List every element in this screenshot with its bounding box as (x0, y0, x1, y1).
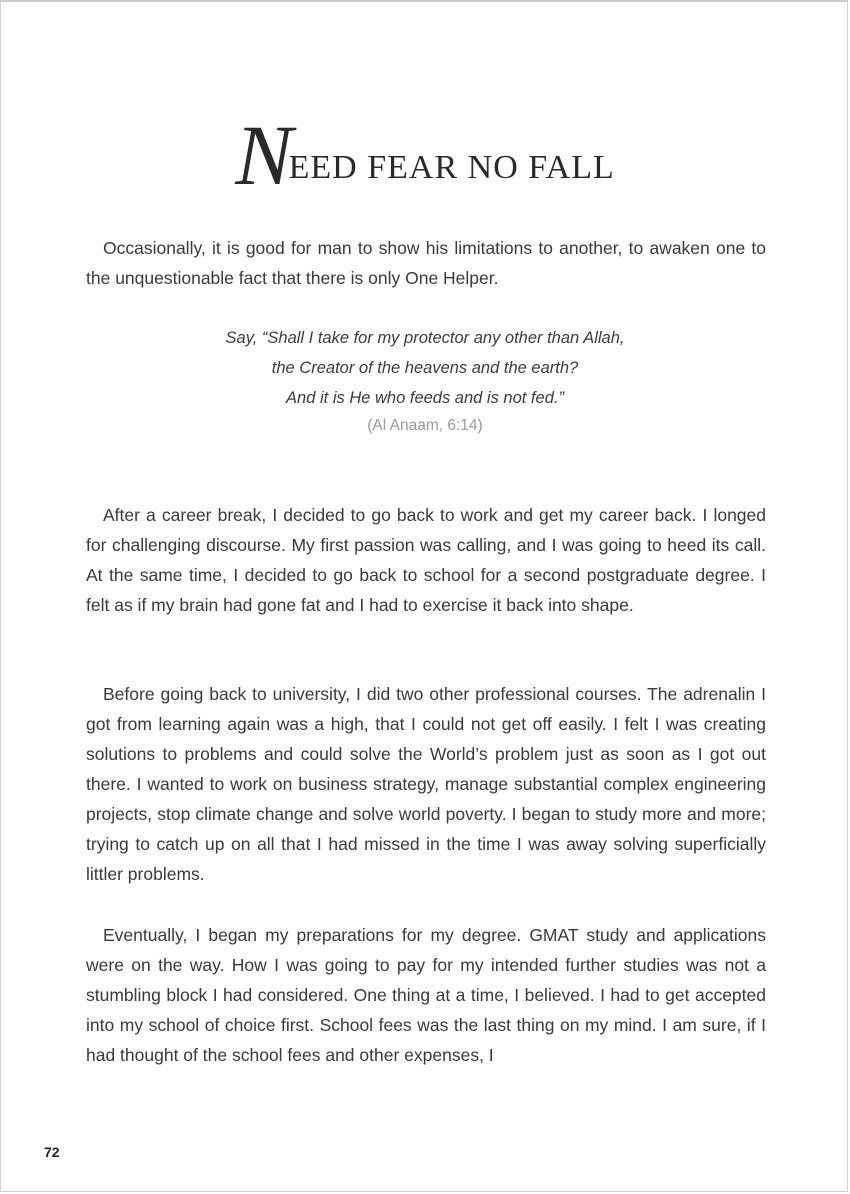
title-drop-initial: N (235, 107, 289, 203)
paragraph-intro: Occasionally, it is good for man to show his limitations to another, to awaken one to the unquestionable fact that there is only One Helper. (86, 238, 766, 288)
paragraph-preparations: Eventually, I began my preparations for my degree. GMAT study and applications were on the way. How I was going to pay for my intended further studies was not a stumbling block I had considered. One thing at a time, I believed. I had to get accepted into my school of choice first. School fees was the last thing on my mind. I am sure, if I had thought of the school fees and other expenses, I (86, 925, 766, 1065)
paragraph-career-break: After a career break, I decided to go back to work and get my career back. I longed for challenging discourse. My first passion was calling, and I was going to heed its call. At the same time, I decided to go back to school for a second postgraduate degree. I felt as if my brain had gone fat and I had to exercise it back into shape. (86, 505, 766, 615)
paragraph-university: Before going back to university, I did two other professional courses. The adrenalin I got from learning again was a high, that I could not get off easily. I felt I was creating solutions to problems and could solve the World’s problem just as soon as I got out there. I wanted to work on business strategy, manage substantial complex engineering projects, stop climate change and solve world poverty. I began to study more and more; trying to catch up on all that I had missed in the time I was away solving superficially littler problems. (86, 684, 766, 884)
quote-reference: (Al Anaam, 6:14) (367, 417, 483, 434)
quran-quote (0, 323, 850, 439)
page-number: 72 (44, 1144, 60, 1160)
chapter-title (0, 107, 850, 203)
title-rest: EED FEAR NO FALL (288, 149, 615, 186)
quote-line: the Creator of the heavens and the earth? (271, 359, 579, 377)
quote-line: Say, “Shall I take for my protector any other than Allah, (225, 329, 625, 347)
quote-line: And it is He who feeds and is not fed.” (286, 389, 564, 407)
